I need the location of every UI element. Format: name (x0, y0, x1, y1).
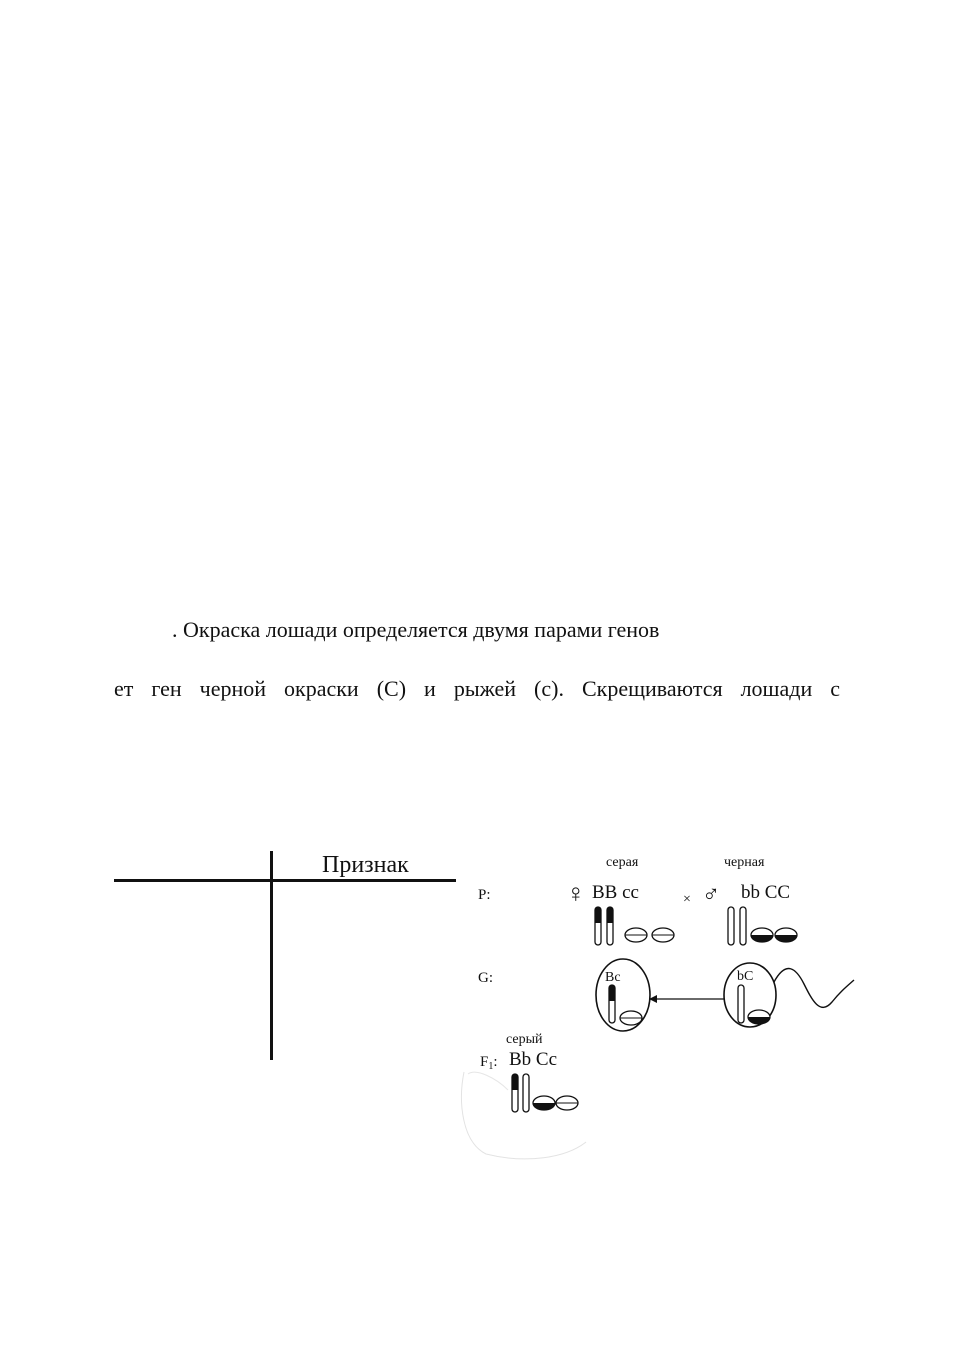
male-symbol: ♂ (702, 882, 720, 908)
f1-phenotype-label: серый (506, 1032, 543, 1047)
f1-generation-label: $F_1$: (480, 1054, 498, 1072)
gamete-bC-label: bC (737, 969, 754, 984)
chromosome-c (556, 1096, 578, 1110)
p-generation-label: P: (478, 887, 491, 903)
g-generation-label: G: (478, 970, 493, 986)
chromosome-C (775, 928, 797, 942)
table-horizontal-rule (114, 879, 456, 882)
chromosome-C (533, 1096, 555, 1110)
sperm-tail (774, 969, 854, 1008)
chromosome-b (523, 1074, 529, 1112)
male-phenotype-label: черная (724, 855, 765, 870)
chromosome-B (595, 907, 601, 945)
f1-genotype: Bb Cc (509, 1049, 558, 1070)
female-phenotype-label: серая (606, 855, 639, 870)
male-genotype: bb CC (741, 882, 791, 903)
chromosome-c (652, 928, 674, 942)
chromosome-B (512, 1074, 518, 1112)
chromosome-B (609, 985, 615, 1023)
chromosome-B (607, 907, 613, 945)
chromosome-c (625, 928, 647, 942)
chromosome-C (751, 928, 773, 942)
gamete-Bc-label: Bc (605, 970, 621, 985)
table-header-trait: Признак (322, 852, 409, 878)
female-genotype: BB cc (592, 882, 639, 903)
chromosome-C (748, 1010, 770, 1024)
cross-sign: × (683, 892, 691, 907)
text-line-2: ет ген черной окраски (С) и рыжей (с). Скрещиваются лошади с (114, 676, 840, 701)
genetics-cross-diagram (456, 842, 866, 1162)
female-symbol: ♀ (566, 879, 586, 908)
chromosome-c (620, 1011, 642, 1025)
chromosome-b (738, 985, 744, 1023)
chromosome-b (740, 907, 746, 945)
table-vertical-rule (270, 851, 273, 1060)
chromosome-b (728, 907, 734, 945)
text-line-1: . Окраска лошади определяется двумя парами генов (172, 617, 660, 642)
